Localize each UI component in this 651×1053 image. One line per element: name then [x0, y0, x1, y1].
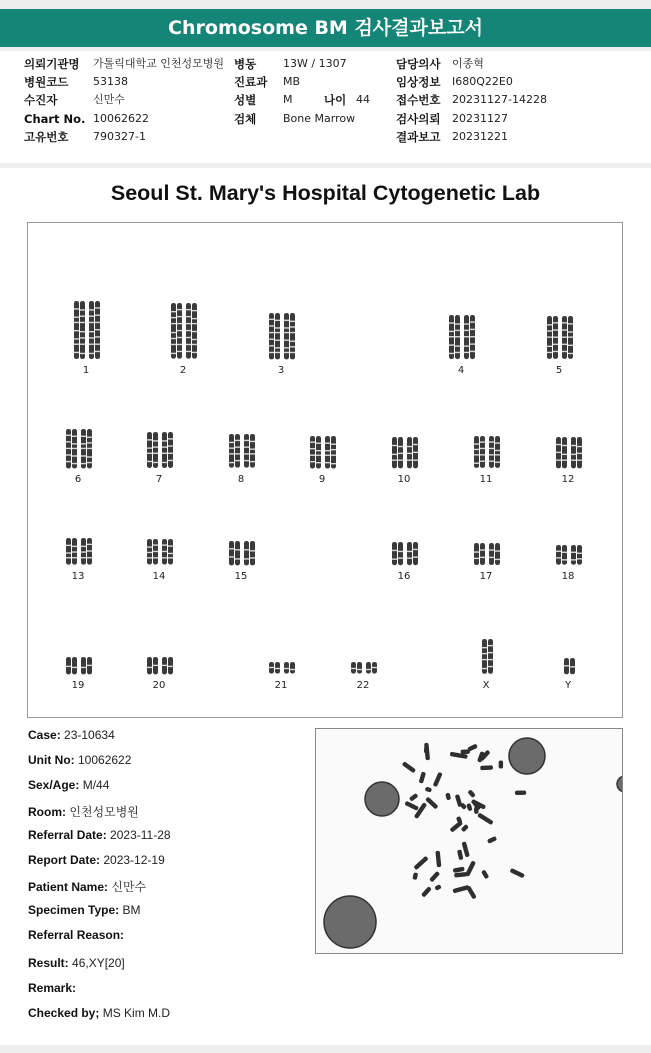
- case-field: [28, 981, 76, 995]
- metaphase-chromosome: [466, 886, 477, 900]
- chromosome-label: 3: [277, 365, 285, 376]
- chromosome-4: [448, 315, 476, 361]
- chromosome-label: 21: [274, 680, 288, 691]
- chromosome-label: 15: [234, 571, 248, 582]
- chromosome-label: 14: [152, 571, 166, 582]
- case-field-label: Sex/Age:: [28, 778, 80, 792]
- chromosome-3: [268, 313, 296, 361]
- metaphase-chromosome: [457, 849, 463, 860]
- metaphase-chromosome: [465, 860, 476, 876]
- chromosome-label: 13: [71, 571, 85, 582]
- chromosome-15: [228, 541, 256, 567]
- info-label: 나이: [324, 93, 347, 107]
- chromosome-label: 4: [457, 365, 465, 376]
- chromosome-label: 9: [318, 474, 326, 485]
- chromosome-label: 11: [479, 474, 493, 485]
- info-label: 담당의사: [396, 57, 441, 71]
- report-title: Chromosome BM 검사결과보고서: [168, 17, 483, 39]
- info-label: 성별: [234, 93, 257, 107]
- chromosome-17: [473, 543, 501, 567]
- nucleus-blob: [365, 782, 399, 816]
- metaphase-chromosome: [434, 884, 441, 891]
- chromosome-label: 10: [397, 474, 411, 485]
- info-value: 이종혁: [452, 57, 484, 70]
- info-value: 20231127: [452, 112, 508, 125]
- info-value: Bone Marrow: [283, 112, 356, 125]
- case-field-value: 46,XY[20]: [72, 956, 125, 970]
- info-value: MB: [283, 75, 301, 88]
- info-label: 임상정보: [396, 75, 441, 89]
- case-field-label: Patient Name:: [28, 880, 109, 894]
- info-value: 신만수: [93, 93, 125, 106]
- case-field: [28, 828, 171, 842]
- chromosome-7: [146, 432, 174, 470]
- case-field-value: BM: [122, 903, 141, 917]
- chromosome-5: [546, 316, 574, 361]
- metaphase-chromosome: [435, 851, 441, 868]
- info-label: 병동: [234, 57, 257, 71]
- case-field-label: Unit No:: [28, 753, 75, 767]
- chromosome-10: [391, 437, 419, 470]
- metaphase-chromosome: [461, 824, 469, 832]
- metaphase-chromosome: [425, 786, 432, 792]
- nucleus-blob: [617, 776, 622, 792]
- metaphase-chromosome: [462, 841, 470, 857]
- chromosome-16: [391, 542, 419, 567]
- chromosome-label: 19: [71, 680, 85, 691]
- chromosome-label: 17: [479, 571, 493, 582]
- case-field-value: 23-10634: [64, 728, 115, 742]
- chromosome-label: 16: [397, 571, 411, 582]
- case-field: [28, 928, 124, 942]
- chromosome-Y: [563, 658, 576, 676]
- metaphase-chromosome: [461, 749, 471, 754]
- info-label: 병원코드: [24, 75, 69, 89]
- case-field-value: 인천성모병원: [69, 805, 139, 819]
- metaphase-chromosome: [402, 761, 416, 773]
- metaphase-chromosome: [455, 794, 463, 807]
- case-field: [28, 778, 109, 792]
- info-label: 결과보고: [396, 130, 441, 144]
- info-label: 검사의뢰: [396, 112, 441, 126]
- case-field-label: Case:: [28, 728, 61, 742]
- metaphase-chromosome: [474, 807, 479, 814]
- case-field-value: 2023-11-28: [110, 828, 171, 842]
- case-field-label: Referral Date:: [28, 828, 107, 842]
- case-field-label: Result:: [28, 956, 69, 970]
- metaphase-chromosome: [467, 789, 475, 798]
- info-value: I680Q22E0: [452, 75, 513, 88]
- chromosome-label: 22: [356, 680, 370, 691]
- chromosome-label: 20: [152, 680, 166, 691]
- chromosome-label: 6: [74, 474, 82, 485]
- info-label: 진료과: [234, 75, 268, 89]
- metaphase-chromosome: [419, 771, 426, 783]
- lab-title: Seoul St. Mary's Hospital Cytogenetic Lab: [110, 181, 541, 205]
- nucleus-blob: [509, 738, 545, 774]
- info-label: 접수번호: [396, 93, 441, 107]
- metaphase-chromosome: [453, 867, 465, 873]
- info-value: 10062622: [93, 112, 149, 125]
- chromosome-label: X: [482, 680, 490, 691]
- chromosome-13: [65, 538, 93, 567]
- info-value: 20231127-14228: [452, 93, 547, 106]
- metaphase-chromosome: [510, 868, 525, 878]
- chromosome-label: 12: [561, 474, 575, 485]
- chromosome-18: [555, 545, 583, 567]
- case-field: [28, 903, 140, 917]
- patient-info-block: [0, 51, 651, 163]
- metaphase-chromosome: [466, 803, 473, 811]
- metaphase-chromosome: [425, 797, 438, 810]
- info-label: 의뢰기관명: [24, 57, 80, 71]
- info-label: 수진자: [24, 93, 58, 107]
- case-field: [28, 803, 139, 820]
- metaphase-chromosome: [480, 765, 493, 770]
- karyotype-panel: [27, 222, 623, 718]
- info-value: 53138: [93, 75, 128, 88]
- chromosome-label: 8: [237, 474, 245, 485]
- metaphase-chromosome: [404, 801, 419, 811]
- info-label: 고유번호: [24, 130, 69, 144]
- info-value: 가톨릭대학교 인천성모병원: [93, 57, 225, 70]
- chromosome-11: [473, 436, 501, 470]
- case-field-label: Specimen Type:: [28, 903, 120, 917]
- chromosome-8: [228, 434, 256, 470]
- case-field: [28, 753, 131, 767]
- case-field: [28, 728, 115, 742]
- chromosome-22: [350, 662, 378, 676]
- chromosome-14: [146, 539, 174, 567]
- chromosome-label: 18: [561, 571, 575, 582]
- metaphase-chromosome: [414, 802, 427, 819]
- chromosome-label: 1: [82, 365, 90, 376]
- case-field-label: Report Date:: [28, 853, 101, 867]
- metaphase-chromosome: [515, 790, 526, 795]
- nucleus-blob: [324, 896, 376, 948]
- chromosome-X: [481, 639, 494, 676]
- chromosome-label: 2: [179, 365, 187, 376]
- case-field-value: MS Kim M.D: [102, 1006, 171, 1020]
- metaphase-chromosome: [449, 820, 463, 832]
- case-field-label: Room:: [28, 805, 66, 819]
- metaphase-chromosome: [421, 886, 432, 897]
- report-page: [0, 168, 651, 1045]
- chromosome-2: [170, 303, 198, 361]
- chromosome-20: [146, 657, 174, 676]
- info-value: 13W / 1307: [283, 57, 347, 70]
- metaphase-chromosome: [477, 812, 494, 825]
- chromosome-1: [73, 301, 101, 361]
- metaphase-chromosome: [499, 761, 503, 769]
- case-field-label: Checked by;: [28, 1006, 100, 1020]
- case-field: [28, 1006, 170, 1020]
- metaphase-chromosome: [413, 856, 428, 871]
- case-field-label: Referral Reason:: [28, 928, 125, 942]
- metaphase-chromosome: [409, 793, 419, 802]
- case-field-value: 신만수: [111, 880, 147, 894]
- chromosome-12: [555, 437, 583, 470]
- metaphase-chromosome: [433, 772, 443, 787]
- chromosome-6: [65, 429, 93, 470]
- case-field-value: 2023-12-19: [103, 853, 165, 867]
- case-field: [28, 853, 165, 867]
- info-value: 790327-1: [93, 130, 146, 143]
- info-value: 44: [356, 93, 370, 106]
- report-title-banner: [0, 9, 651, 47]
- case-field: [28, 878, 146, 895]
- case-field: [28, 956, 125, 970]
- metaphase-chromosome: [424, 746, 429, 753]
- metaphase-chromosome: [481, 869, 489, 879]
- metaphase-image: [315, 728, 623, 954]
- info-label: 검체: [234, 112, 257, 126]
- metaphase-chromosome: [412, 872, 418, 880]
- metaphase-chromosome: [454, 872, 467, 878]
- case-field-value: M/44: [82, 778, 110, 792]
- metaphase-chromosome: [445, 793, 451, 801]
- chromosome-9: [309, 436, 337, 470]
- info-value: M: [283, 93, 293, 106]
- chromosome-label: Y: [564, 680, 572, 691]
- chromosome-label: 7: [155, 474, 163, 485]
- case-field-value: 10062622: [78, 753, 132, 767]
- metaphase-chromosome: [429, 871, 440, 883]
- chromosome-19: [65, 657, 93, 676]
- case-field-label: Remark:: [28, 981, 77, 995]
- metaphase-spread: [316, 729, 622, 953]
- chromosome-21: [268, 662, 296, 676]
- info-label: Chart No.: [24, 112, 86, 126]
- info-value: 20231221: [452, 130, 508, 143]
- chromosome-label: 5: [555, 365, 563, 376]
- metaphase-chromosome: [487, 836, 497, 844]
